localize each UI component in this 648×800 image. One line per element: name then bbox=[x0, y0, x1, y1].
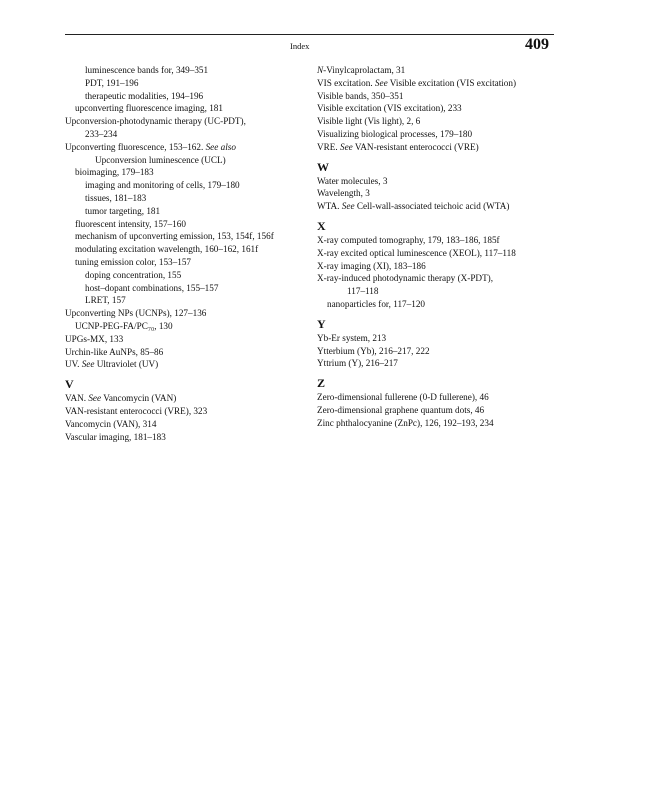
index-entry-text: VAN-resistant enterococci (VRE), 323 bbox=[65, 405, 208, 416]
see-reference-target: Vancomycin (VAN) bbox=[101, 393, 177, 404]
index-entry bbox=[65, 392, 305, 405]
index-entry-text: Upconversion luminescence (UCL) bbox=[95, 154, 226, 165]
index-entry bbox=[65, 90, 305, 103]
index-entry bbox=[65, 166, 305, 179]
see-reference: See bbox=[81, 359, 95, 370]
index-entry bbox=[65, 294, 305, 307]
index-entry: N-Vinylcaprolactam, 31 bbox=[317, 65, 406, 75]
index-entry-text: Visible excitation (VIS excitation), 233 bbox=[317, 103, 462, 114]
index-entry bbox=[65, 77, 305, 90]
index-entry-text: Zero-dimensional fullerene (0-D fullerene), 46 bbox=[317, 392, 489, 403]
see-reference: See bbox=[374, 77, 388, 88]
see-reference-target: Cell-wall-associated teichoic acid (WTA) bbox=[354, 201, 510, 212]
index-entry-text: Visible light (Vis light), 2, 6 bbox=[317, 116, 421, 127]
index-entry-text: Vascular imaging, 181–183 bbox=[65, 431, 166, 442]
index-entry-text: PDT, 191–196 bbox=[85, 77, 139, 88]
index-entry bbox=[65, 154, 305, 167]
index-entry-text: Urchin-like AuNPs, 85–86 bbox=[65, 346, 164, 357]
index-entry-text: host–dopant combinations, 155–157 bbox=[85, 282, 219, 293]
index-entry bbox=[65, 205, 305, 218]
index-entry bbox=[65, 358, 305, 371]
index-entry-text: luminescence bands for, 349–351 bbox=[85, 65, 209, 75]
index-entry bbox=[317, 298, 557, 311]
index-entry bbox=[317, 332, 557, 345]
index-entry-text: bioimaging, 179–183 bbox=[75, 167, 154, 178]
index-entry-text: Yb-Er system, 213 bbox=[317, 332, 387, 343]
see-reference-target: VAN-resistant enterococci (VRE) bbox=[352, 141, 479, 152]
index-entry-text: imaging and monitoring of cells, 179–180 bbox=[85, 180, 240, 191]
index-entry bbox=[65, 282, 305, 295]
index-entry-text: Visible bands, 350–351 bbox=[317, 90, 404, 101]
index-column-left bbox=[65, 64, 305, 443]
index-entry bbox=[65, 405, 305, 418]
index-entry bbox=[65, 64, 305, 77]
index-section-heading: Y bbox=[317, 316, 326, 331]
index-entry-text: Visualizing biological processes, 179–180 bbox=[317, 128, 473, 139]
index-entry bbox=[317, 77, 557, 90]
index-entry-text: Upconverting NPs (UCNPs), 127–136 bbox=[65, 308, 207, 319]
index-entry bbox=[317, 247, 557, 260]
index-entry bbox=[65, 418, 305, 431]
index-entry bbox=[65, 192, 305, 205]
index-entry bbox=[317, 285, 557, 298]
index-entry bbox=[317, 417, 557, 430]
see-reference-target: Visible excitation (VIS excitation) bbox=[387, 77, 517, 88]
index-entry bbox=[317, 115, 557, 128]
index-entry bbox=[65, 179, 305, 192]
index-entry bbox=[65, 320, 305, 333]
index-entry bbox=[65, 346, 305, 359]
index-entry bbox=[317, 175, 557, 188]
index-entry bbox=[65, 115, 305, 128]
index-entry bbox=[65, 269, 305, 282]
index-entry bbox=[317, 272, 557, 285]
index-entry bbox=[65, 307, 305, 320]
index-entry-text: tumor targeting, 181 bbox=[85, 205, 161, 216]
index-entry bbox=[317, 391, 557, 404]
index-entry bbox=[317, 234, 557, 247]
index-entry-text: tissues, 181–183 bbox=[85, 192, 147, 203]
index-entry-text: Vancomycin (VAN), 314 bbox=[65, 418, 157, 429]
index-entry-text: upconverting fluorescence imaging, 181 bbox=[75, 103, 223, 114]
header-rule bbox=[65, 34, 554, 35]
index-section-heading: V bbox=[65, 377, 74, 392]
running-title: Index bbox=[290, 41, 310, 51]
index-entry bbox=[65, 218, 305, 231]
index-entry bbox=[317, 260, 557, 273]
index-entry-text: VAN. bbox=[65, 393, 89, 404]
index-entry bbox=[65, 141, 305, 154]
see-reference: See also bbox=[205, 141, 236, 152]
index-entry-text: Upconverting fluorescence, 153–162. bbox=[65, 141, 206, 152]
see-reference: See bbox=[88, 393, 102, 404]
index-entry-text: Upconversion-photodynamic therapy (UC-PDT), bbox=[65, 116, 246, 127]
index-entry-text: WTA. bbox=[317, 201, 342, 212]
index-entry-text: VIS excitation. bbox=[317, 77, 375, 88]
index-entry bbox=[317, 404, 557, 417]
index-entry-text: doping concentration, 155 bbox=[85, 269, 182, 280]
see-reference: See bbox=[339, 141, 353, 152]
index-entry-text: Water molecules, 3 bbox=[317, 175, 388, 186]
index-entry bbox=[317, 357, 557, 370]
index-entry-text: Zinc phthalocyanine (ZnPc), 126, 192–193, 234 bbox=[317, 417, 494, 428]
index-entry bbox=[317, 102, 557, 115]
index-entry-text: X-ray excited optical luminescence (XEOL), 117–118 bbox=[317, 247, 516, 258]
index-entry-text: UV. bbox=[65, 359, 82, 370]
index-entry-text: mechanism of upconverting emission, 153, 154f, 156f bbox=[75, 231, 274, 242]
index-entry bbox=[317, 345, 557, 358]
index-entry-text: therapeutic modalities, 194–196 bbox=[85, 90, 204, 101]
index-entry-text: UPGs-MX, 133 bbox=[65, 333, 124, 344]
index-entry-text: VRE. bbox=[317, 141, 340, 152]
index-entry-text: X-ray computed tomography, 179, 183–186, 185f bbox=[317, 234, 500, 245]
index-entry bbox=[317, 200, 557, 213]
index-entry-text: Yttrium (Y), 216–217 bbox=[317, 358, 398, 369]
index-entry-text: modulating excitation wavelength, 160–162, 161f bbox=[75, 244, 259, 255]
index-section-heading: X bbox=[317, 218, 326, 233]
index-entry bbox=[65, 128, 305, 141]
index-entry-text: X-ray imaging (XI), 183–186 bbox=[317, 260, 426, 271]
index-entry-text: 117–118 bbox=[347, 286, 379, 297]
index-entry-text: Zero-dimensional graphene quantum dots, 46 bbox=[317, 404, 485, 415]
index-column-right bbox=[317, 64, 557, 430]
index-entry bbox=[317, 90, 557, 103]
index-entry-text: UCNP-PEG-FA/PC₇₀, 130 bbox=[75, 320, 173, 331]
index-entry-text: nanoparticles for, 117–120 bbox=[327, 298, 426, 309]
index-entry bbox=[65, 431, 305, 444]
index-entry-text: fluorescent intensity, 157–160 bbox=[75, 218, 186, 229]
index-section-heading: Z bbox=[317, 376, 326, 391]
index-entry bbox=[317, 128, 557, 141]
see-reference-target: Ultraviolet (UV) bbox=[94, 359, 159, 370]
see-reference: See bbox=[341, 201, 355, 212]
index-entry bbox=[317, 141, 557, 154]
index-entry bbox=[317, 187, 557, 200]
index-entry bbox=[65, 256, 305, 269]
index-entry-text: X-ray-induced photodynamic therapy (X-PDT), bbox=[317, 273, 494, 284]
page-number: 409 bbox=[525, 36, 549, 53]
index-entry-text: tuning emission color, 153–157 bbox=[75, 256, 192, 267]
index-entry-text: -Vinylcaprolactam, 31 bbox=[323, 65, 406, 75]
index-entry-text: Wavelength, 3 bbox=[317, 188, 370, 199]
index-entry bbox=[65, 230, 305, 243]
index-entry bbox=[65, 333, 305, 346]
index-entry bbox=[65, 243, 305, 256]
index-entry-text: LRET, 157 bbox=[85, 295, 126, 306]
index-entry bbox=[65, 102, 305, 115]
index-entry-text: Ytterbium (Yb), 216–217, 222 bbox=[317, 345, 430, 356]
index-section-heading: W bbox=[317, 159, 329, 174]
index-entry-text: 233–234 bbox=[85, 128, 118, 139]
